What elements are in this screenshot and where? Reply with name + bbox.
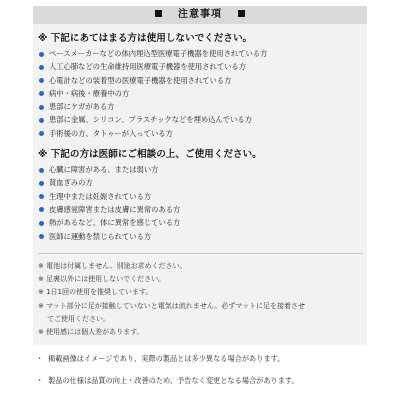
list-item: 熱があるなど、体に異常を感じている方	[38, 216, 363, 229]
notice-box	[33, 24, 367, 345]
notice-header	[33, 6, 367, 24]
bullet-icon	[39, 105, 44, 110]
bullet-icon	[39, 207, 44, 212]
consult-doctor-title: ※ 下記の方は医師にご相談の上、ご使用ください。	[38, 149, 262, 161]
disclaimer-marker: ・	[36, 376, 44, 385]
bullet-icon	[39, 91, 44, 96]
notice-header-title: 注意事項	[178, 9, 222, 20]
square-bullet-icon	[155, 10, 162, 17]
disclaimer-marker: ・	[36, 354, 44, 363]
bullet-icon	[39, 118, 44, 123]
list-item: 手術後の方、タトゥーが入っている方	[38, 127, 363, 140]
bullet-icon	[39, 78, 44, 83]
bullet-icon	[39, 181, 44, 186]
section-divider	[38, 253, 363, 254]
list-item: 皮膚感覚障害または皮膚に異常のある方	[38, 203, 363, 216]
list-item: 人工心肺などの生命維持用医療電子機器を使用されている方	[38, 60, 363, 73]
contraindication-list	[38, 47, 363, 140]
list-item: 病中・病後・療養中の方	[38, 87, 363, 100]
list-item: 貧血ぎみの方	[38, 176, 363, 189]
contraindication-title: ※ 下記にあてはまる方は使用しないでください。	[38, 33, 253, 44]
bullet-icon	[39, 221, 44, 226]
note-line: ※ 使用感には個人差があります。	[38, 328, 144, 337]
square-bullet-icon	[238, 10, 245, 17]
consult-doctor-list	[38, 163, 363, 243]
list-item: 患部にケガがある方	[38, 100, 363, 113]
list-item: 患部に金属、シリコン、プラスチックなどを埋め込んでいる方	[38, 113, 363, 126]
note-line-continued: てご使用ください。	[47, 315, 110, 324]
list-item: ペースメーカーなどの体内埋込型医療電子機器を使用されている方	[38, 47, 363, 60]
bullet-icon	[39, 65, 44, 70]
list-item: 心電計などの装着型の医療電子機器を使用されている方	[38, 74, 363, 87]
note-line: ※ 足裏以外には使用しないでください。	[38, 275, 166, 284]
bullet-icon	[39, 131, 44, 136]
bullet-icon	[39, 52, 44, 57]
list-item: 生理中または妊娠されている方	[38, 190, 363, 203]
note-line: ※ 電池は付属しません。別途お求めください。	[38, 261, 187, 270]
note-line: ※ マット部分に足が接触していないと電気は流れません。必ずマットに足を接着させ	[38, 301, 305, 310]
bullet-icon	[39, 234, 44, 239]
list-item: 医師に運動を禁じられている方	[38, 230, 363, 243]
disclaimer-line: ・ 掲載画像はイメージであり、実際の製品とは多少異なる場合があります。	[36, 354, 285, 363]
bullet-icon	[39, 168, 44, 173]
disclaimer	[36, 353, 376, 397]
note-line: ※ 1日1回の使用を推奨しています。	[38, 288, 153, 297]
list-item: 心臓に障害がある、または弱い方	[38, 163, 363, 176]
bullet-icon	[39, 194, 44, 199]
notes	[38, 260, 363, 340]
disclaimer-line: ・ 製品の仕様は品質の向上・改善のため、予告なく変更となる場合があります。	[36, 376, 299, 385]
